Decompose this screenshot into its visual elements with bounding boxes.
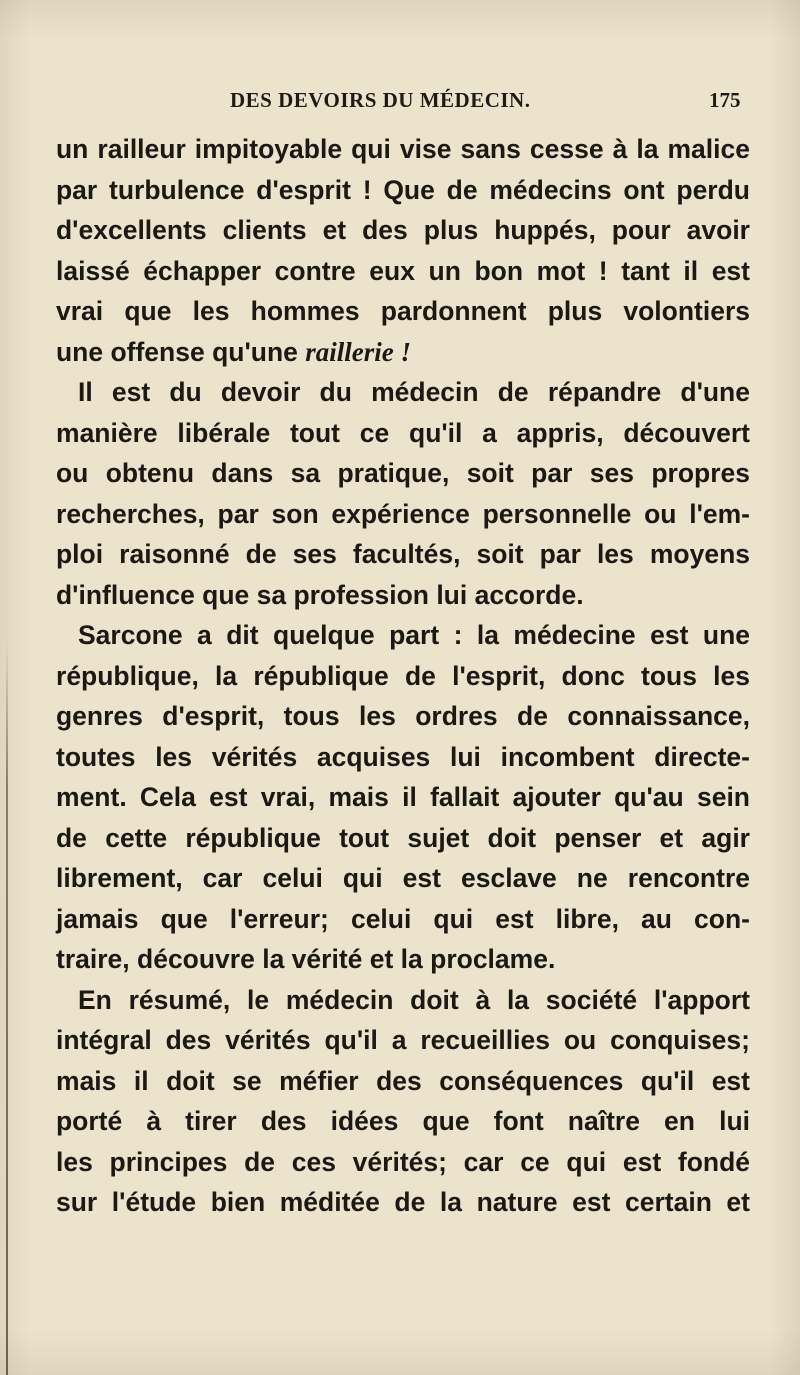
- text-line: d'excellents clients et des plus huppés, pour avoir: [56, 215, 750, 245]
- page-header: [0, 88, 800, 118]
- text-line: manière libérale tout ce qu'il a appris, découvert: [56, 417, 750, 448]
- text-line: sur l'étude bien méditée de la nature est certain et: [56, 1187, 750, 1217]
- text-line-with-italic: [56, 332, 750, 373]
- page-number: 175: [709, 88, 741, 112]
- text-line: ploi raisonné de ses facultés, soit par les moyens: [56, 539, 750, 569]
- text-line-start: une offense qu'une: [56, 336, 306, 367]
- paragraph-end-line: traire, découvre la vérité et la proclame.: [56, 944, 556, 974]
- text-line: genres d'esprit, tous les ordres de connaissance,: [56, 701, 750, 731]
- text-line: par turbulence d'esprit ! Que de médecins ont perdu: [56, 174, 750, 205]
- paragraph-start-line: En résumé, le médecin doit à la société l'apport: [78, 984, 750, 1015]
- text-line: un railleur impitoyable qui vise sans cesse à la malice: [56, 134, 750, 164]
- body-text: [56, 129, 750, 1223]
- italic-word: raillerie !: [305, 336, 411, 367]
- text-line: ou obtenu dans sa pratique, soit par ses propres: [56, 458, 750, 488]
- text-line: porté à tirer des idées que font naître en lui: [56, 1106, 750, 1136]
- text-line: librement, car celui qui est esclave ne rencontre: [56, 863, 750, 893]
- text-line: jamais que l'erreur; celui qui est libre, au con-: [56, 903, 750, 934]
- text-line: vrai que les hommes pardonnent plus volontiers: [56, 296, 750, 326]
- paragraph-start-line: Sarcone a dit quelque part : la médecine est une: [78, 620, 750, 650]
- text-line: mais il doit se méfier des conséquences qu'il est: [56, 1065, 750, 1096]
- text-line: toutes les vérités acquises lui incombent directe-: [56, 741, 750, 772]
- text-line: intégral des vérités qu'il a recueillies ou conquises;: [56, 1025, 750, 1055]
- paragraph-start-line: Il est du devoir du médecin de répandre d'une: [78, 377, 750, 407]
- text-line: recherches, par son expérience personnelle ou l'em-: [56, 498, 750, 529]
- page-fold-shadow: [6, 640, 8, 1375]
- running-title: DES DEVOIRS DU MÉDECIN.: [230, 88, 531, 112]
- text-line: ment. Cela est vrai, mais il fallait ajouter qu'au sein: [56, 782, 750, 812]
- text-line: république, la république de l'esprit, donc tous les: [56, 660, 750, 691]
- text-line: laissé échapper contre eux un bon mot ! tant il est: [56, 255, 750, 286]
- text-line: de cette république tout sujet doit penser et agir: [56, 822, 750, 853]
- paragraph-end-line: d'influence que sa profession lui accorde.: [56, 579, 584, 610]
- text-line: les principes de ces vérités; car ce qui est fondé: [56, 1146, 750, 1177]
